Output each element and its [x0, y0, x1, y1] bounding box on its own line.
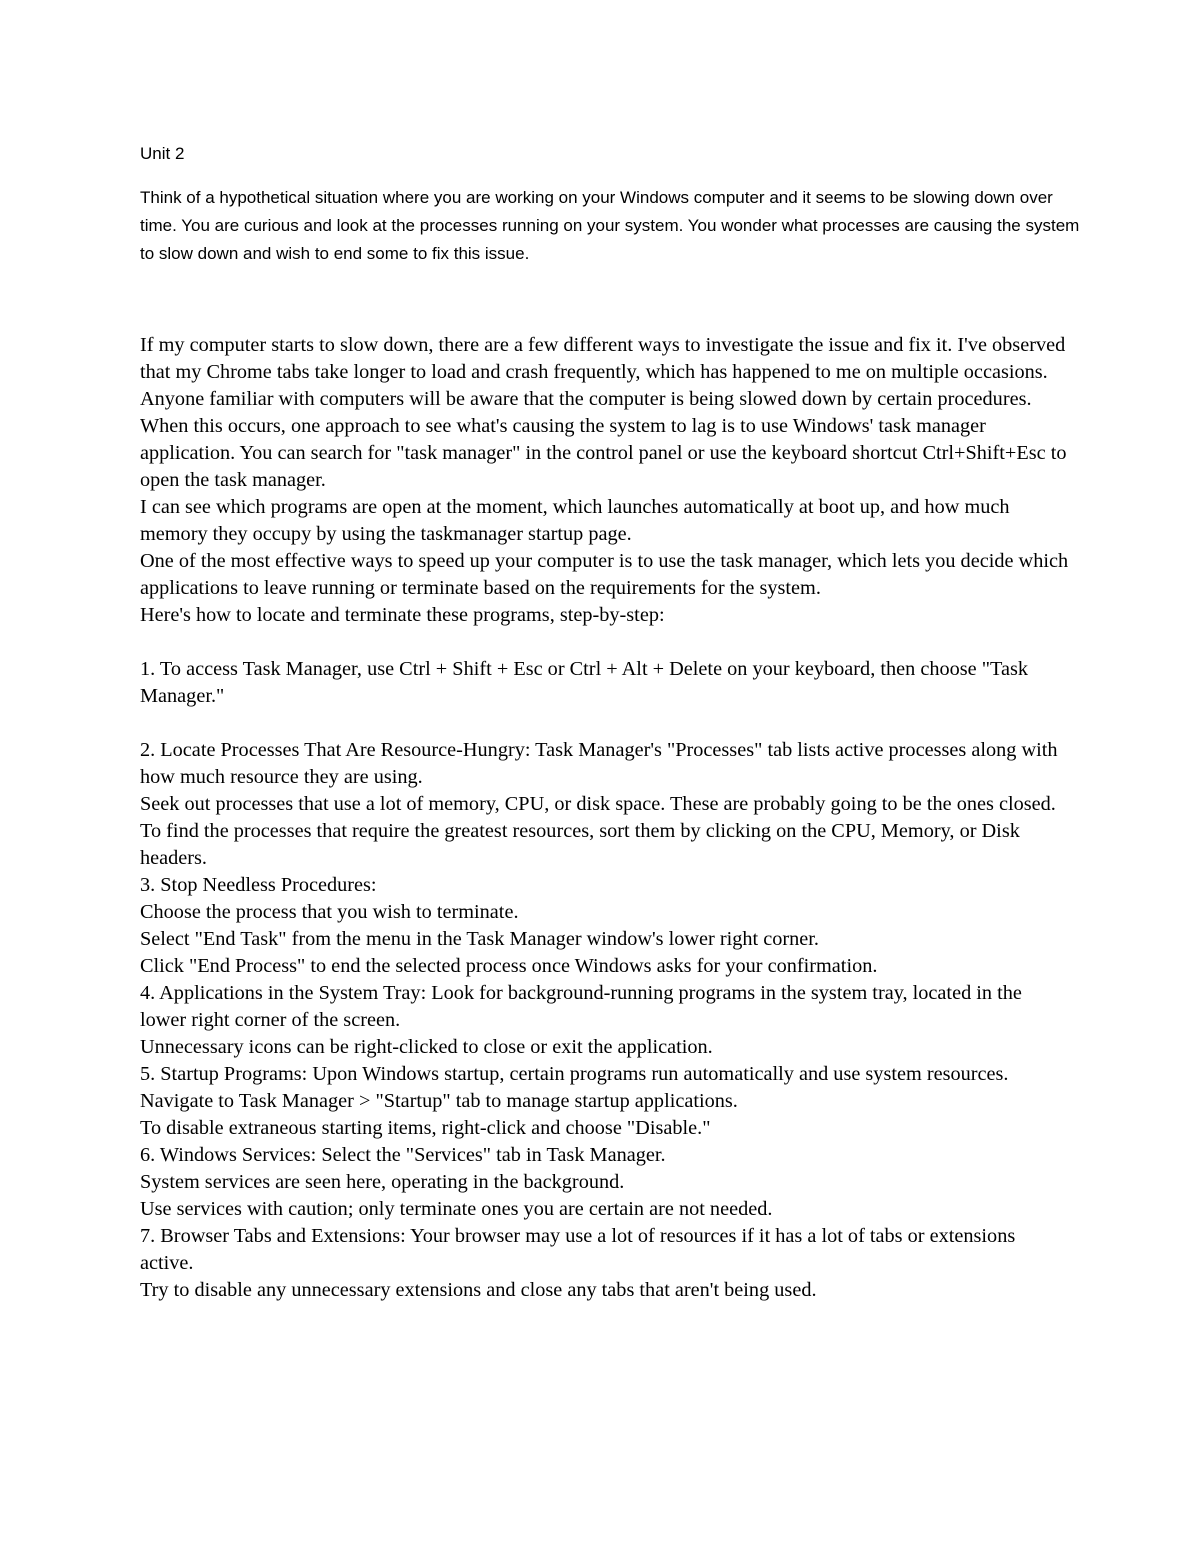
step-detail: Choose the process that you wish to terminate.	[140, 901, 519, 923]
unit-heading: Unit 2	[140, 144, 185, 163]
intro-paragraph: If my computer starts to slow down, there are a few different ways to investigate the issue and fix it. I've observed that my Chrome tabs take longer to load and crash frequently, which has happened to me on multiple occasions. Anyone familiar with computers will be aware that the computer is being slowed down by certain procedures. When this occurs, one approach to see what's causing the system to lag is to use Windows' task manager application. You can search for "task manager" in the control panel or use the keyboard shortcut Ctrl+Shift+Esc to open the task manager.	[140, 334, 1072, 491]
assignment-prompt: Think of a hypothetical situation where you are working on your Windows computer and it seems to be slowing down over time. You are curious and look at the processes running on your system. You wonder what processes are causing the system to slow down and wish to end some to fix this issue.	[140, 188, 1080, 263]
step-detail: Navigate to Task Manager > "Startup" tab to manage startup applications.	[140, 1090, 738, 1112]
step-detail: To disable extraneous starting items, right-click and choose "Disable."	[140, 1117, 711, 1139]
response-body	[140, 332, 1074, 1304]
paragraph-gap	[140, 710, 1070, 737]
step-detail: Select "End Task" from the menu in the Task Manager window's lower right corner.	[140, 928, 819, 950]
step-paragraph: 3. Stop Needless Procedures:	[140, 874, 377, 896]
step-paragraph: 6. Windows Services: Select the "Services" tab in Task Manager.	[140, 1144, 666, 1166]
intro-paragraph: I can see which programs are open at the moment, which launches automatically at boot up, and how much memory they occupy by using the taskmanager startup page.	[140, 496, 1015, 545]
step-detail: Try to disable any unnecessary extensions and close any tabs that aren't being used.	[140, 1279, 817, 1301]
step-paragraph: 1. To access Task Manager, use Ctrl + Shift + Esc or Ctrl + Alt + Delete on your keyboard, then choose "Task Manager."	[140, 658, 1034, 707]
step-detail: To find the processes that require the greatest resources, sort them by clicking on the CPU, Memory, or Disk headers.	[140, 820, 1025, 869]
step-detail: Click "End Process" to end the selected process once Windows asks for your confirmation.	[140, 955, 878, 977]
intro-paragraph: One of the most effective ways to speed up your computer is to use the task manager, which lets you decide which applications to leave running or terminate based on the requirements for the system.	[140, 550, 1074, 599]
step-detail: Seek out processes that use a lot of memory, CPU, or disk space. These are probably going to be the ones closed.	[140, 793, 1056, 815]
intro-paragraph: Here's how to locate and terminate these programs, step-by-step:	[140, 604, 665, 626]
step-paragraph: 5. Startup Programs: Upon Windows startup, certain programs run automatically and use system resources.	[140, 1063, 1009, 1085]
step-paragraph: 4. Applications in the System Tray: Look for background-running programs in the system tray, located in the lower right corner of the screen.	[140, 982, 1027, 1031]
step-detail: System services are seen here, operating in the background.	[140, 1171, 625, 1193]
assignment-header	[140, 140, 1080, 268]
step-detail: Unnecessary icons can be right-clicked to close or exit the application.	[140, 1036, 713, 1058]
step-paragraph: 7. Browser Tabs and Extensions: Your browser may use a lot of resources if it has a lot of tabs or extensions active.	[140, 1225, 1021, 1274]
step-detail: Use services with caution; only terminate ones you are certain are not needed.	[140, 1198, 773, 1220]
paragraph-gap	[140, 629, 1070, 656]
step-paragraph: 2. Locate Processes That Are Resource-Hungry: Task Manager's "Processes" tab lists active processes along with how much resource they are using.	[140, 739, 1063, 788]
